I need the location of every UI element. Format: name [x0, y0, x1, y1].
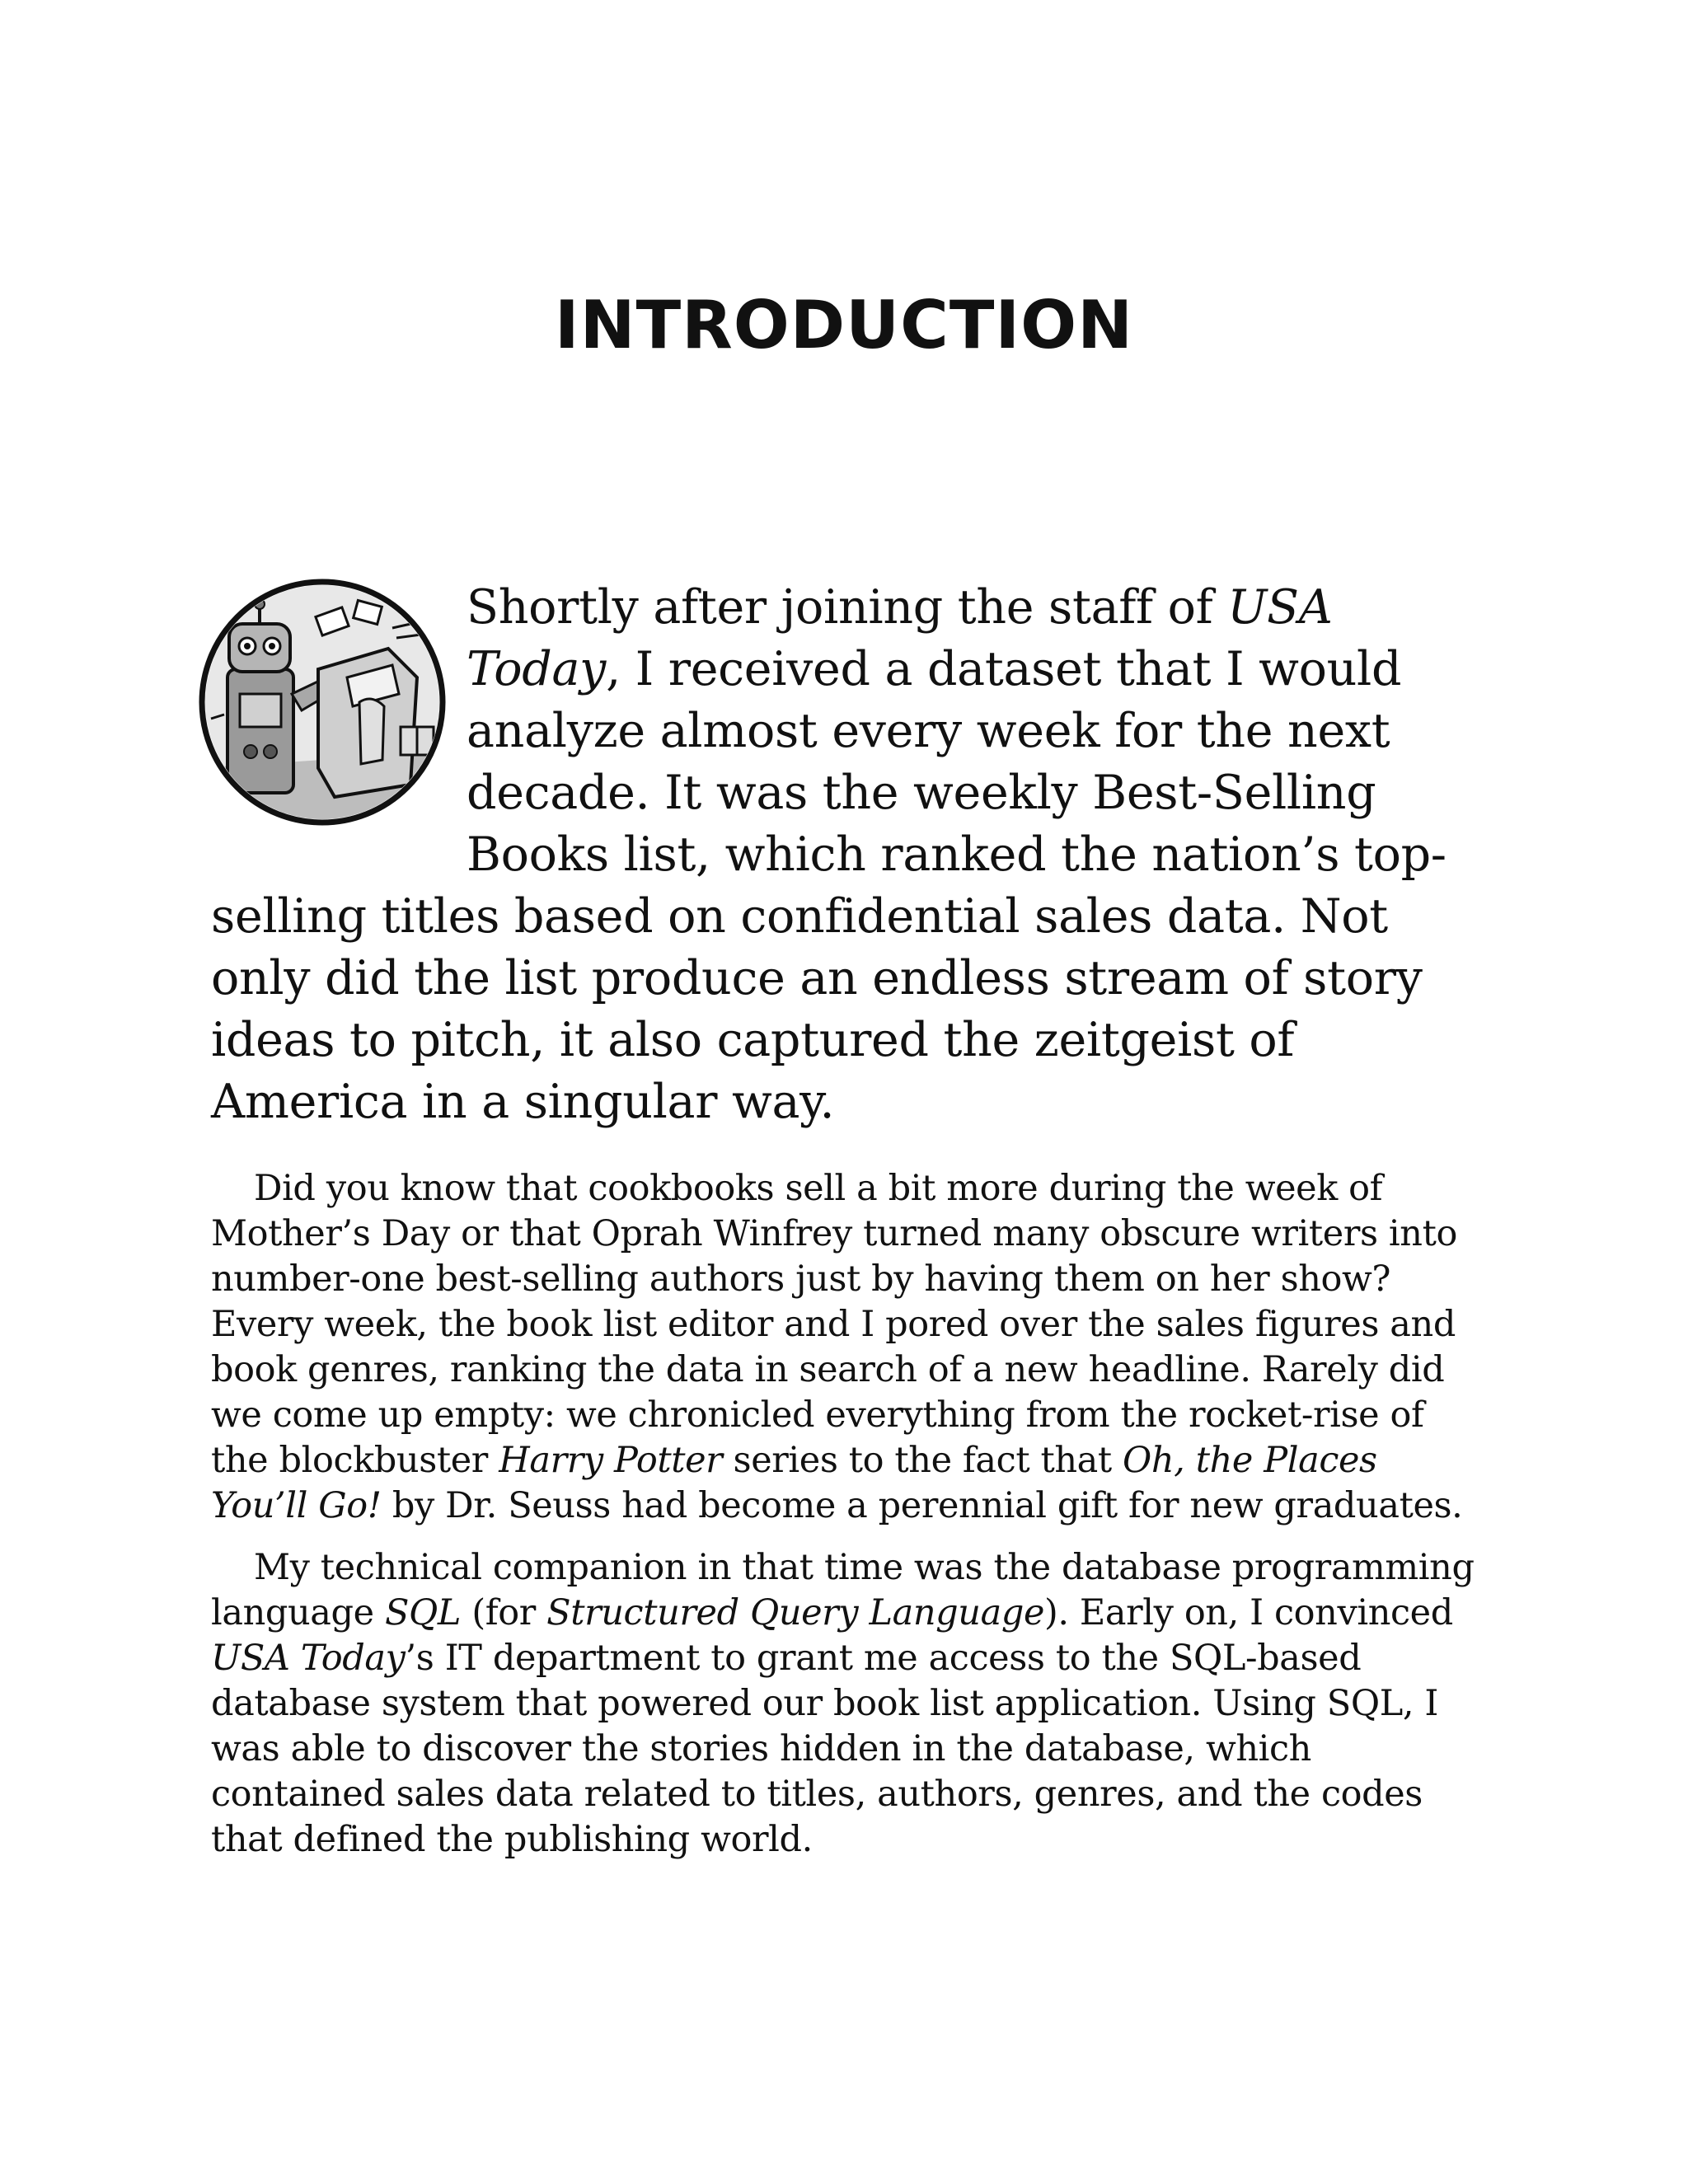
p2-italic-structured-query-language: Structured Query Language [546, 1592, 1045, 1633]
robot-chapter-emblem-icon [195, 579, 450, 826]
body-text [211, 1166, 1480, 1879]
paragraph-sql [211, 1545, 1480, 1863]
p2-italic-usa-today: USA Today [211, 1638, 406, 1679]
intro-text-2: , I received a dataset that I would analyze almost every week for the next decade. It was the weekly Best-Selling Books list, which ranked the nation’s top-selling titles based on confidential sales data. Not only did the list produce an endless stream of story ideas to pitch, it also captured the zeitgeist of America in a singular way. [211, 642, 1447, 1129]
p2-italic-sql: SQL [384, 1592, 462, 1633]
p2-text-2: (for [461, 1592, 547, 1633]
p2-text-3: ). Early on, I convinced [1044, 1592, 1453, 1633]
p2-text-4: ’s IT department to grant me access to the SQL-based database system that powered our book list application. Using SQL, I was able to discover the stories hidden in the database, which contained sales data related to titles, authors, genres, and the codes that defined the publishing world. [211, 1638, 1438, 1860]
intro-italic-usa-today: USA Today [467, 580, 1333, 696]
p1-text-1: Did you know that cookbooks sell a bit more during the week of Mother’s Day or that Oprah Winfrey turned many obscure writers into number-one best-selling authors just by having them on her show? Every week, the book list editor and I pored over the sales figures and book genres, ranking the data in search of a new headline. Rarely did we come up empty: we chronicled everything from the rocket-rise of the blockbuster [211, 1168, 1457, 1481]
p2-text-1: My technical companion in that time was the database programming language [211, 1547, 1475, 1633]
intro-text-1: Shortly after joining the staff of [467, 580, 1228, 635]
page-title: INTRODUCTION [554, 287, 1134, 363]
paragraph-bestsellers [211, 1166, 1480, 1529]
intro-paragraph [211, 577, 1480, 1133]
p1-text-3: by Dr. Seuss had become a perennial gift for new graduates. [381, 1485, 1463, 1526]
chapter-emblem [195, 577, 467, 827]
p1-italic-oh-the-places: Oh, the Places You’ll Go! [211, 1440, 1377, 1526]
p1-italic-harry-potter: Harry Potter [499, 1440, 723, 1481]
p1-text-2: series to the fact that [722, 1440, 1123, 1481]
